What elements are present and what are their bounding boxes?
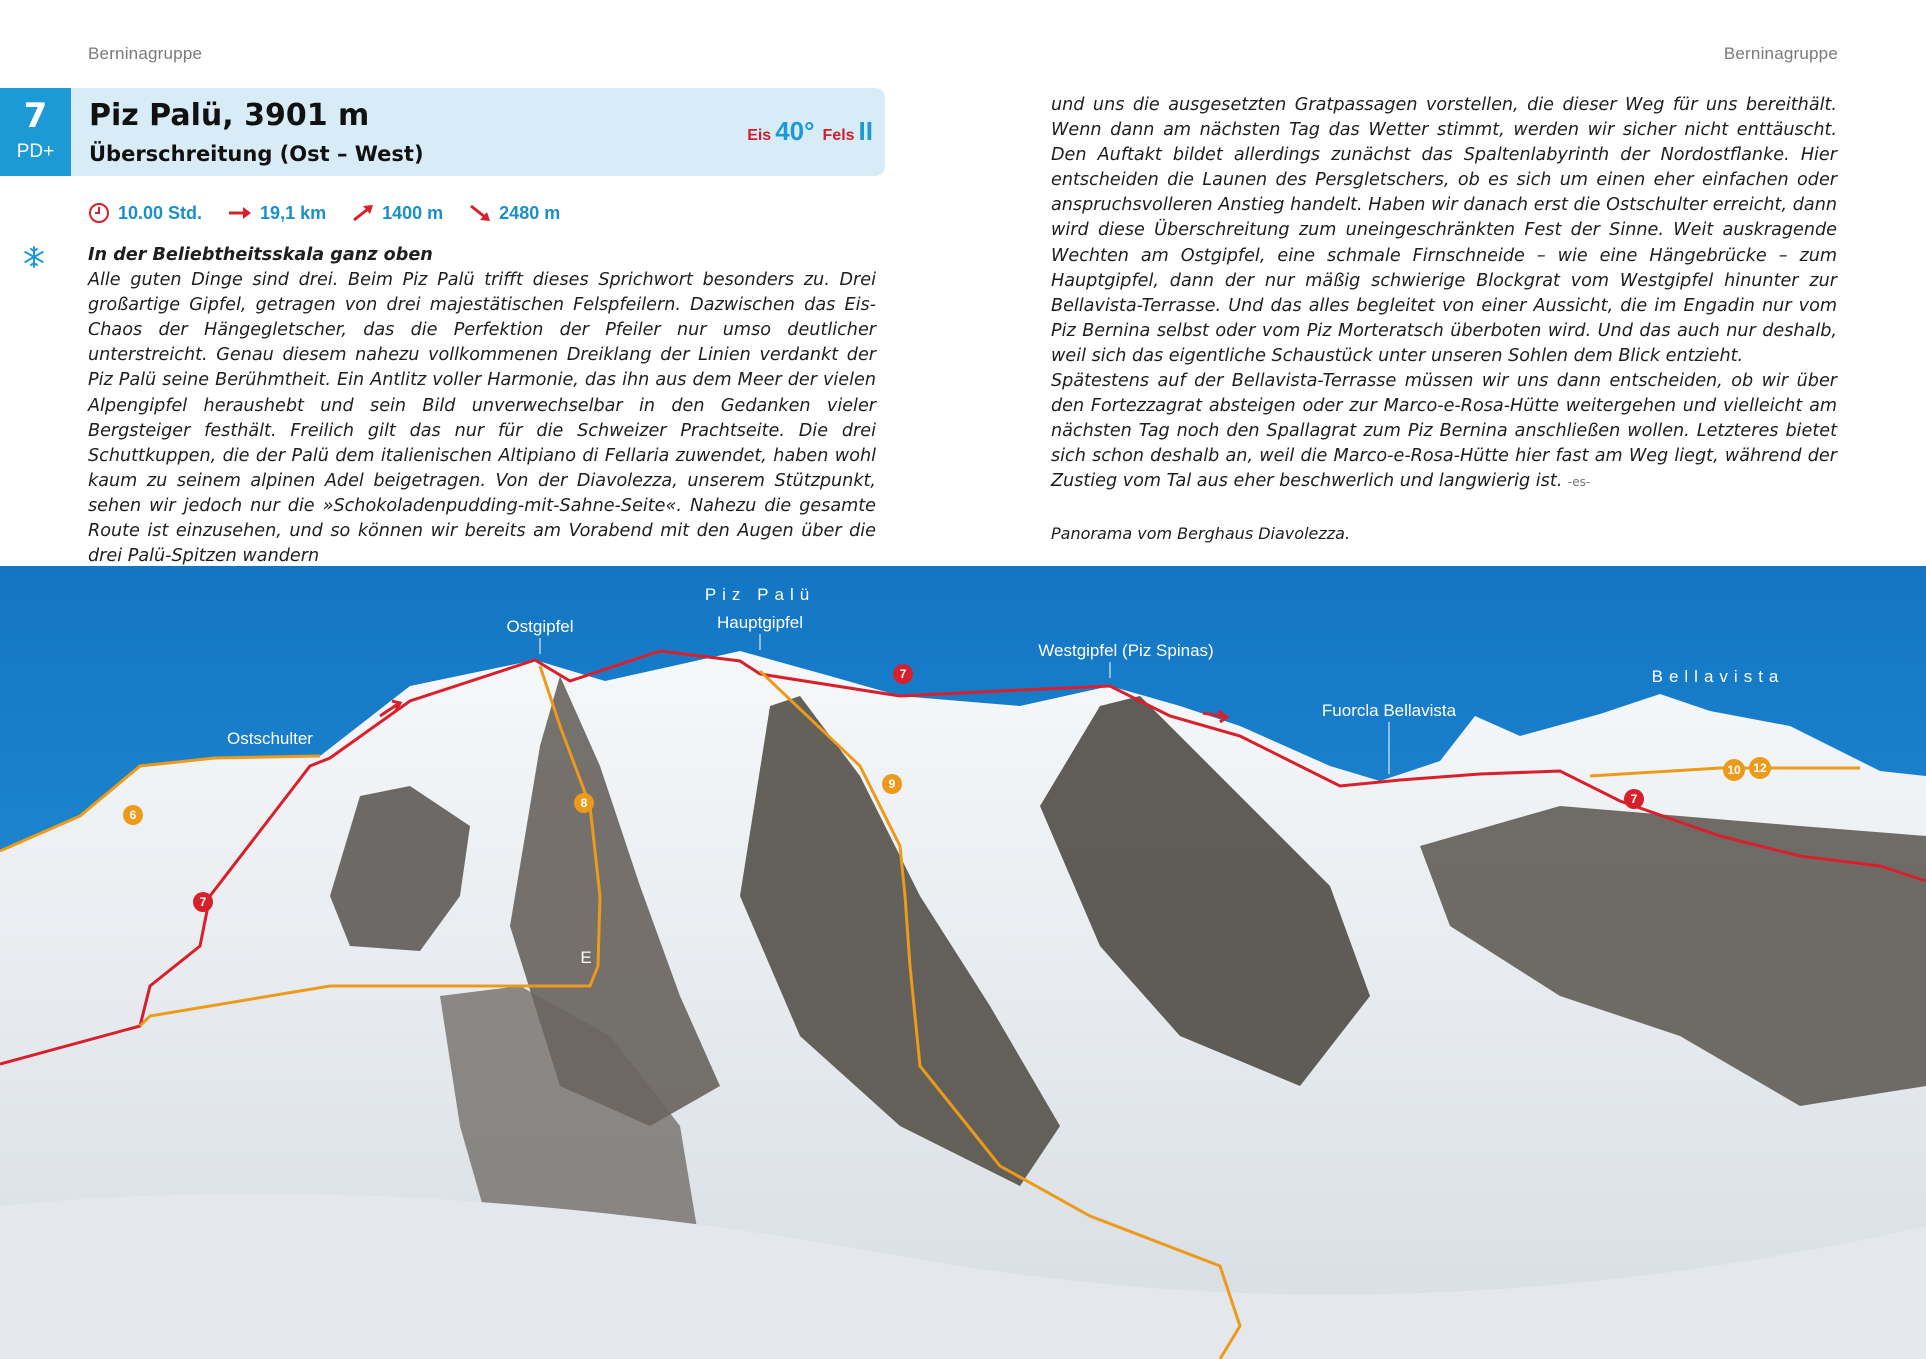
marker-orange-6-label: 6 (129, 808, 137, 822)
arrow-right-icon (228, 205, 252, 221)
panorama-svg (0, 566, 1926, 1359)
route-marker-red-2 (893, 664, 913, 684)
label-marker-e: E (580, 948, 592, 967)
marker-red-1-label: 7 (199, 895, 207, 909)
arrow-up-right-icon (352, 204, 374, 222)
body-paragraph-1: Alle guten Dinge sind drei. Beim Piz Palü trifft dieses Sprichwort besonders zu. Drei großartige Gipfel, getragen von drei majestätischen Felspfeilern. Dazwischen das Eis-Chaos der Hängegletscher, das die Perfektion der Pfeiler nur umso deutlicher unterstreicht. Genau diesem nahezu vollkommenen Dreiklang der Linien verdankt der Piz Palü seine Berühmtheit. Ein Antlitz voller Harmonie, das ihn aus dem Meer der vielen Alpengipfel heraushebt und sein Bild unverwechselbar in den Gedanken vieler Bergsteiger festhält. Freilich gilt das nur für die Schweizer Prachtseite. Die drei Schuttkuppen, die der Palü dem italienischen Altipiano di Fellaria zuwendet, haben wohl kaum zu seinem alpinen Adel beigetragen. Von der Diavolezza, unserem Stützpunkt, sehen wir jedoch nur die »Schokoladenpudding-mit-Sahne-Seite«. Nahezu die gesamte Route ist einzusehen, und so können wir bereits am Vorabend mit den Augen über die drei Palü-Spitzen wandern (88, 270, 876, 567)
marker-orange-9-label: 9 (888, 777, 896, 791)
route-marker-orange-9 (882, 774, 902, 794)
tour-number: 7 (23, 96, 48, 136)
clock-icon (88, 202, 110, 224)
ice-label: Eis (747, 127, 772, 144)
label-ostgipfel: Ostgipfel (506, 617, 574, 636)
tour-grade: PD+ (16, 141, 55, 162)
stat-descent (469, 203, 560, 224)
tour-stats (88, 201, 560, 225)
marker-red-2-label: 7 (899, 667, 907, 681)
photo-caption: Panorama vom Berghaus Diavolezza. (1051, 524, 1351, 543)
route-marker-orange-8 (574, 793, 594, 813)
time-value: 10.00 Std. (118, 202, 203, 223)
marker-orange-12-label: 12 (1753, 761, 1767, 775)
running-head-left: Berninagruppe (88, 44, 203, 63)
tour-header (0, 88, 885, 176)
tour-number-badge (0, 88, 71, 176)
body-text-right (1051, 93, 1837, 496)
stat-ascent (352, 203, 443, 224)
tour-title: Piz Palü, 3901 m (89, 98, 370, 133)
label-ostschulter: Ostschulter (227, 729, 313, 748)
label-hauptgipfel: Hauptgipfel (716, 613, 804, 632)
marker-red-3-label: 7 (1630, 792, 1638, 806)
route-marker-orange-10 (1723, 759, 1745, 781)
rock-label: Fels (822, 127, 855, 144)
label-fuorcla-bellavista: Fuorcla Bellavista (1321, 701, 1457, 720)
marker-orange-8-label: 8 (580, 796, 588, 810)
ascent-value: 1400 m (382, 202, 444, 223)
author-signature: -es- (1567, 475, 1591, 490)
label-westgipfel: Westgipfel (Piz Spinas) (1038, 641, 1214, 660)
difficulty-rating (747, 116, 873, 147)
route-marker-orange-12 (1749, 757, 1771, 779)
ice-value: 40° (775, 116, 815, 146)
route-marker-orange-6 (123, 805, 143, 825)
label-bellavista: Bellavista (1651, 667, 1785, 686)
distance-value: 19,1 km (260, 202, 327, 223)
running-head-right: Berninagruppe (1723, 44, 1838, 63)
marker-orange-10-label: 10 (1727, 763, 1741, 777)
lead-heading: In der Beliebtheitsskala ganz oben (88, 245, 433, 265)
route-marker-red-3 (1624, 789, 1644, 809)
body-text-left (88, 243, 876, 569)
snowflake-icon (22, 245, 46, 269)
rock-value: II (858, 116, 873, 146)
tour-subtitle: Überschreitung (Ost – West) (89, 142, 424, 166)
stat-distance (228, 203, 326, 224)
descent-value: 2480 m (499, 202, 561, 223)
arrow-down-right-icon (469, 204, 491, 222)
stat-time (88, 202, 202, 224)
panorama-photo (0, 566, 1926, 1359)
body-paragraph-2: und uns die ausgesetzten Gratpassagen vorstellen, die dieser Weg für uns bereithält. Wenn dann am nächsten Tag das Wetter stimmt, werden wir sicher nicht enttäuscht. Den Auftakt bildet allerdings zunächst das Spaltenlabyrinth der Nordostflanke. Hier entscheiden die Launen des Persgletschers, ob es sich um einen eher einfachen oder anspruchsvolleren Anstieg handelt. Haben wir danach erst die Ostschulter erreicht, dann wird diese Überschreitung zum uneingeschränkten Fest der Sinne. Weit auskragende Wechten am Ostgipfel, eine schmale Firnschneide – wie eine Hängebrücke – zum Hauptgipfel, dann der nur mäßig schwierige Blockgrat vom Westgipfel hinunter zur Bellavista-Terrasse. Und das alles begleitet von einer Aussicht, die im Engadin nur vom Piz Bernina selbst oder vom Piz Morteratsch überboten wird. Und das auch nur deshalb, weil sich das eigentliche Schaustück unter unseren Sohlen dem Blick entzieht. (1051, 95, 1837, 366)
body-paragraph-3: Spätestens auf der Bellavista-Terrasse müssen wir uns dann entscheiden, ob wir über den Fortezzagrat absteigen oder zur Marco-e-Rosa-Hütte weitergehen und vielleicht am nächsten Tag noch den Spallagrat zum Piz Bernina anschließen wollen. Letzteres bietet sich schon deshalb an, weil die Marco-e-Rosa-Hütte hier fast am Weg liegt, während der Zustieg vom Tal aus eher beschwerlich und langwierig ist. (1051, 371, 1837, 492)
route-marker-red-1 (193, 892, 213, 912)
label-piz-palu: Piz Palü (704, 585, 816, 604)
